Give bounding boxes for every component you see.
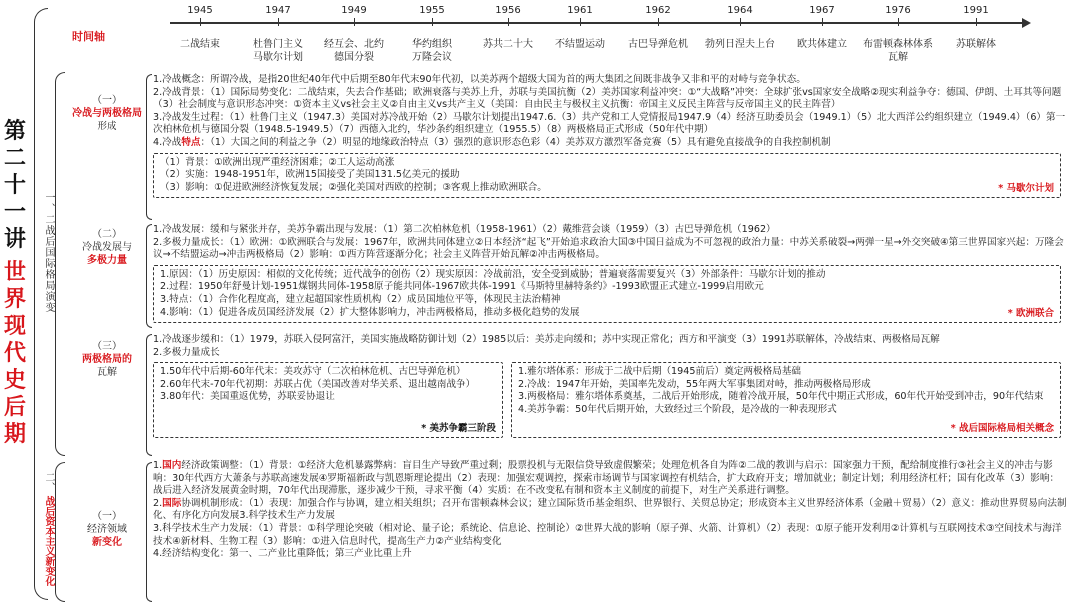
timeline-year: 1964 xyxy=(727,5,753,16)
rivalry-stage-line: 1.50年代中后期-60年代末：美攻苏守（二次柏林危机、古巴导弹危机） xyxy=(160,366,466,378)
timeline-tick xyxy=(740,18,741,26)
marshall-plan-box xyxy=(153,153,1061,199)
s4-brace xyxy=(146,462,152,602)
s1-line: 1.冷战概念：所谓冷战，是指20世纪40年代中后期至80年代末90年代初，以美苏两个超级大国为首的两大集团之间既非战争又非和平的对峙与竞争状态。 xyxy=(153,74,806,85)
lecture-number: 第二十一讲 xyxy=(3,119,26,252)
timeline-year: 1976 xyxy=(885,5,911,16)
marshall-plan-line: （2）实施：1948-1951年，欧洲15国接受了美国131.5亿美元的援助 xyxy=(160,169,460,181)
s1-content xyxy=(153,74,1073,198)
timeline-event: 古巴导弹危机 xyxy=(628,39,688,50)
european-union-line: 1.原因：（1）历史原因：相似的文化传统；近代战争的创伤（2）现实原因：冷战前沿，安全受到威胁；普遍衰落需要复兴（3）外部条件：马歇尔计划的推动 xyxy=(160,268,826,280)
s2-brace xyxy=(146,224,152,328)
postwar-concept-line: 3.两极格局：雅尔塔体系奠基，二战后开始形成，随着冷战开展，50年代中期正式形成，60年代开始受到冲击，90年代结束 xyxy=(518,391,1044,403)
timeline-tick xyxy=(580,18,581,26)
timeline-tick xyxy=(354,18,355,26)
s3-brace xyxy=(146,334,152,456)
timeline-event: 苏共二十大 xyxy=(483,39,533,50)
rivalry-stage-line: 3.80年代：美国重返优势，苏联妥协退让 xyxy=(160,391,335,403)
s2-label: （二） 冷战发展与 多极力量 xyxy=(82,229,132,266)
timeline-tick xyxy=(976,18,977,26)
postwar-concept-line: 2.冷战：1947年开始，美国率先发动，55年两大军事集团对峙，推动两极格局形成 xyxy=(518,378,871,390)
s1-line: 3.冷战发生过程：（1）杜鲁门主义（1947.3）美国对苏冷战开始（2）马歇尔计划提出1947.6.（3）共产党和工人党情报局1947.9（4）经济互助委员会（1949.1）（5）北大西洋公约组织建立（1949.4）（6）第一次柏林危机与德国分裂（1948.5-1949.5）（7）西德入北约，华沙条约组织建立（1955.5）（8）两极格局正式形成（50年代中期） xyxy=(153,111,1066,136)
timeline-year: 1991 xyxy=(963,5,989,16)
timeline-year: 1967 xyxy=(809,5,835,16)
main-title xyxy=(0,118,30,448)
s3-label: （三） 两极格局的 瓦解 xyxy=(82,341,132,378)
section-two-label: 二、 战后资本主义新变化 xyxy=(42,470,54,592)
s2-line: 2.多极力量成长：（1）欧洲：①欧洲联合与发展：1967年，欧洲共同体建立②日本经济“起飞”开始追求政治大国③中国日益成为不可忽视的政治力量：中苏关系破裂→两弹一星→外交突破④第三世界国家兴起：万隆会议→不结盟运动→冲击两极格局（2）影响：①西方阵营逐渐分化；社会主义阵营开始瓦解②冲击两极格局。 xyxy=(153,236,1064,261)
s3-line: 2.多极力量成长 xyxy=(153,346,220,358)
timeline-event: 勃列日涅夫上台 xyxy=(705,39,775,50)
marshall-plan-line: （3）影响：①促进欧洲经济恢复发展；②强化美国对西欧的控制；③客观上推动欧洲联合。 xyxy=(160,181,547,193)
s2-content xyxy=(153,224,1073,323)
s1-line: 2.冷战背景：（1）国际局势变化：二战结束，失去合作基础；欧洲衰落与美苏上升，苏联与美国抗衡（2）美苏国家利益冲突：①“大战略”冲突：全球扩张vs国家安全战略②现实利益争夺：德国、伊朗、土耳其等问题（3）社会制度与意识形态冲突：①资本主义vs社会主义②自由主义vs共产主义（美国：自由民主与极权主义抗衡：帝国主义反民主阵营与反帝国主义的民主阵营） xyxy=(153,86,1062,111)
postwar-concepts-box xyxy=(511,362,1061,438)
s3-lines xyxy=(153,334,1073,359)
s4-para-technology: 3.科学技术生产力发展：（1）背景：①科学理论突破（相对论、量子论；系统论、信息论、控制论）②世界大战的影响（原子弹、火箭、计算机）（2）表现：①原子能开发利用②计算机与互联网技术③空间技术与海洋技术④新材料、生物工程（3）影响：①进入信息时代，提高生产力②产业结构变化 xyxy=(153,522,1062,547)
timeline-tick xyxy=(278,18,279,26)
s3-content xyxy=(153,334,1073,438)
timeline-year: 1945 xyxy=(187,5,213,16)
rivalry-stages-tag: * 美苏争霸三阶段 xyxy=(421,423,496,435)
s1-label: （一） 冷战与两极格局 形成 xyxy=(72,95,142,132)
timeline-year: 1956 xyxy=(495,5,521,16)
marshall-plan-tag: * 马歇尔计划 xyxy=(998,183,1054,195)
postwar-concept-line: 1.雅尔塔体系：形成于二战中后期（1945前后）奠定两极格局基础 xyxy=(518,366,802,378)
european-union-box xyxy=(153,265,1061,323)
european-union-line: 4.影响：（1）促进各成员国经济发展（2）扩大整体影响力，冲击两极格局，推动多极化趋势的发展 xyxy=(160,306,580,318)
timeline-tick xyxy=(658,18,659,26)
postwar-concept-line: 4.美苏争霸：50年代后期开始，大致经过三个阶段，是冷战的一种表现形式 xyxy=(518,403,837,415)
timeline-year: 1949 xyxy=(341,5,367,16)
timeline-axis xyxy=(170,22,1025,24)
rivalry-stages-box xyxy=(153,362,503,438)
s3-line: 1.冷战逐步缓和：（1）1979，苏联入侵阿富汗，美国实施战略防御计划（2）1985以后：美苏走向缓和；苏中实现正常化；西方和平演变（3）1991苏联解体，冷战结束、两极格局瓦解 xyxy=(153,334,940,345)
s4-para-international: 2.国际协调机制形成：（1）表现：加强合作与协调，建立相关组织；召开布雷顿森林会议；建立国际货币基金组织、世界银行、关贸总协定；形成资本主义世界经济体系（金融＋贸易）（2）意义：推动世界贸易向法制化、有序化方向发展3.科学技术生产力发展 xyxy=(153,497,1067,522)
postwar-concepts-tag: * 战后国际格局相关概念 xyxy=(950,423,1054,435)
timeline-label: 时间轴 xyxy=(72,30,105,43)
european-union-lines xyxy=(160,269,1054,319)
timeline-tick xyxy=(200,18,201,26)
timeline-event: 经互会、北约 德国分裂 xyxy=(324,39,384,63)
timeline-arrow xyxy=(1022,18,1031,28)
timeline-event: 欧共体建立 xyxy=(797,39,847,50)
s2-lines xyxy=(153,224,1073,262)
section-one-label: 一、二战后国际格局演变 xyxy=(42,190,54,319)
timeline-year: 1961 xyxy=(567,5,593,16)
lecture-topic: 世界现代史后期 xyxy=(3,260,26,447)
rivalry-stages-lines xyxy=(160,366,496,404)
european-union-tag: * 欧洲联合 xyxy=(1007,308,1054,320)
s1-brace xyxy=(146,74,152,220)
marshall-plan-line: （1）背景：①欧洲出现严重经济困难；②工人运动高涨 xyxy=(160,156,395,168)
s1-line: 4.冷战特点：（1）大国之间的利益之争（2）明显的地缘政治特点（3）强烈的意识形态色彩（4）美苏双方激烈军备竞赛（5）具有避免直接战争的自我控制机制 xyxy=(153,136,831,148)
s4-content xyxy=(153,460,1068,561)
timeline-tick xyxy=(898,18,899,26)
european-union-line: 2.过程：1950年舒曼计划-1951煤钢共同体-1958原子能共同体-1967欧共体-1991《马斯特里赫特条约》-1993欧盟正式建立-1999启用欧元 xyxy=(160,281,764,293)
marshall-plan-lines xyxy=(160,157,1054,195)
timeline-event: 苏联解体 xyxy=(956,39,996,50)
timeline-event: 杜鲁门主义 马歇尔计划 xyxy=(253,39,303,63)
timeline-year: 1947 xyxy=(265,5,291,16)
section-one-brace xyxy=(55,72,65,456)
s4-para-domestic: 1.国内经济政策调整：（1）背景：①经济大危机暴露弊病：盲目生产导致严重过剩；股票投机与无限信贷导致虚假繁荣；处理危机各自为阵②二战的教训与启示：国家强力干预，配给制度推行③社会主义的冲击与影响：30年代西方大萧条与苏联高速发展④罗斯福新政与凯恩斯理论提出（2）表现：加强宏观调控，探索市场调节与国家调控有机结合，扩大政府开支；增加就业；制定计划；利用经济杠杆；国有化改革（3）影响：战后进入经济发展黄金时期，70年代出现滞胀，逐步减少干预，寻求平衡（4）实质：在不改变私有制和资本主义制度的前提下，对生产关系进行调整。 xyxy=(153,460,1060,497)
european-union-line: 3.特点：（1）合作化程度高，建立起超国家性质机构（2）成员国地位平等，体现民主法治精神 xyxy=(160,293,561,305)
s2-line: 1.冷战发展：缓和与紧张并存，美苏争霸出现与发展：（1）第二次柏林危机（1958-1961）（2）戴维营会谈（1959）（3）古巴导弹危机（1962） xyxy=(153,224,776,235)
s4-label: （一） 经济领域 新变化 xyxy=(87,511,127,548)
s4-para-structure: 4.经济结构变化：第一、二产业比重降低；第三产业比重上升 xyxy=(153,548,412,560)
timeline-event: 布雷顿森林体系 瓦解 xyxy=(863,39,933,63)
s1-lines xyxy=(153,74,1073,150)
timeline-event: 二战结束 xyxy=(180,39,220,50)
timeline-tick xyxy=(508,18,509,26)
timeline-event: 华约组织 万隆会议 xyxy=(412,39,452,63)
timeline-tick xyxy=(432,18,433,26)
rivalry-stage-line: 2.60年代末-70年代初期：苏联占优（美国改善对华关系、退出越南战争） xyxy=(160,378,476,390)
section-two-brace xyxy=(55,462,65,602)
timeline-year: 1955 xyxy=(419,5,445,16)
timeline-year: 1962 xyxy=(645,5,671,16)
postwar-concepts-lines xyxy=(518,366,1054,416)
timeline-tick xyxy=(822,18,823,26)
timeline-event: 不结盟运动 xyxy=(555,39,605,50)
